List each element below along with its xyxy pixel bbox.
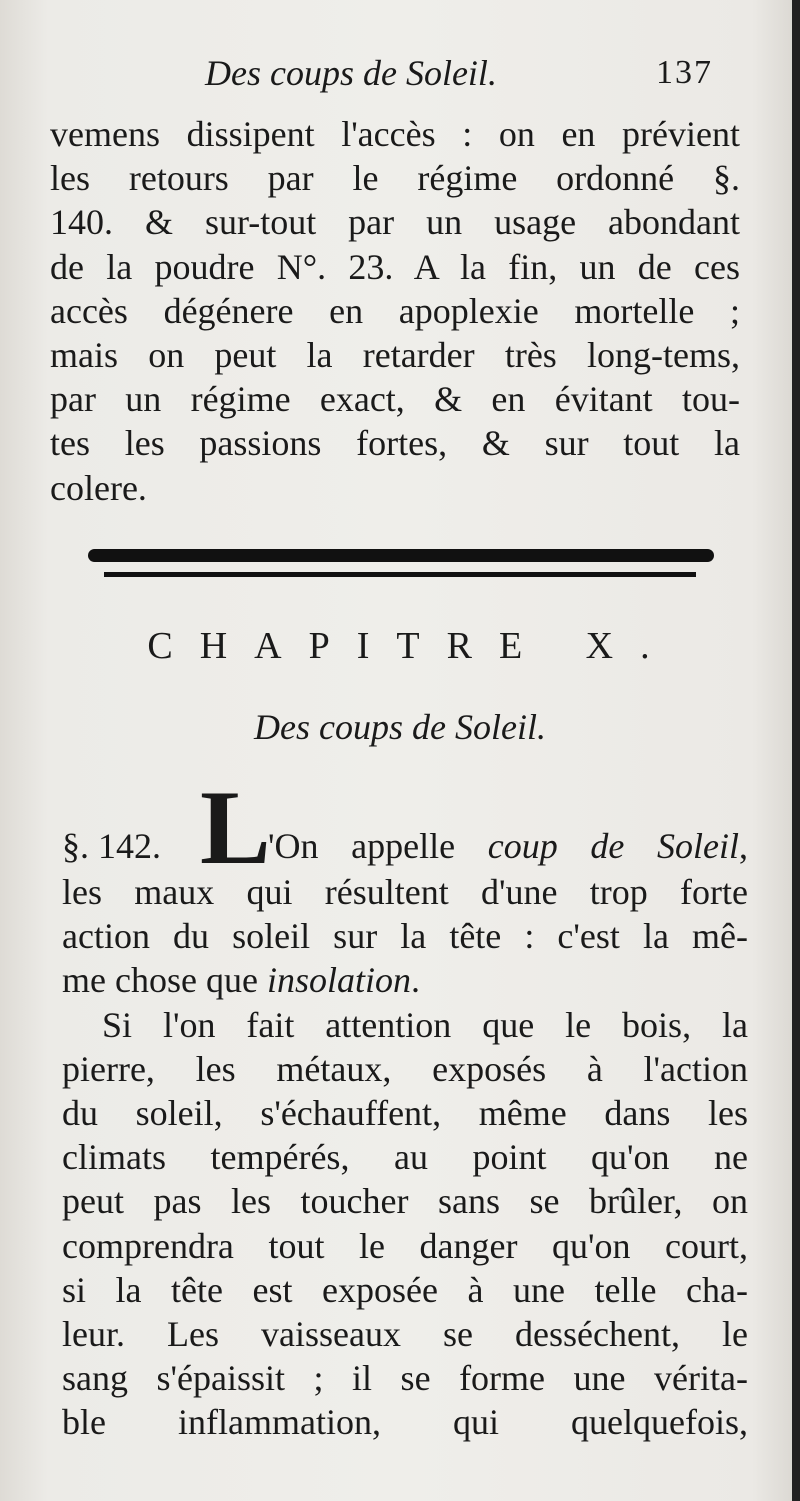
text-line: comprendra tout le danger qu'on court, (62, 1225, 748, 1266)
decorative-rule-thin (104, 572, 696, 577)
text-line: accès dégénere en apoplexie mortelle ; (50, 290, 740, 331)
page-edge-shadow (792, 0, 800, 1501)
decorative-rule-thick (88, 549, 714, 562)
text-line: les retours par le régime ordonné §. (50, 158, 740, 199)
text-line: peut pas les toucher sans se brûler, on (62, 1181, 748, 1222)
page-number: 137 (656, 54, 713, 91)
section-number: §. 142. (62, 826, 161, 866)
text-line: pierre, les métaux, exposés à l'action (62, 1048, 748, 1089)
text-line: climats tempérés, au point qu'on ne (62, 1137, 748, 1178)
text-line: les maux qui résultent d'une trop forte (62, 872, 748, 912)
section-first-line (268, 824, 748, 868)
text-line: leur. Les vaisseaux se desséchent, le (62, 1314, 748, 1355)
text-line: sang s'épaissit ; il se forme une vérita- (62, 1358, 748, 1399)
running-head-title: Des coups de Soleil. (205, 53, 497, 93)
text-line: mais on peut la retarder très long-tems, (50, 335, 740, 376)
last-line-italic: insolation (266, 960, 411, 1001)
text-line: de la poudre N°. 23. A la fin, un de ces (50, 246, 740, 287)
first-line-text: 'On appelle (268, 826, 488, 866)
text-line: Si l'on fait attention que le bois, la (102, 1004, 748, 1045)
text-line: du soleil, s'échauffent, même dans les (62, 1093, 748, 1134)
text-line: 140. & sur-tout par un usage abondant (50, 202, 740, 243)
text-line: tes les passions fortes, & sur tout la (50, 423, 740, 464)
last-line-end: . (410, 960, 420, 1001)
first-line-end: , (738, 826, 748, 866)
text-line: par un régime exact, & en évitant tou- (50, 379, 740, 420)
text-line: vemens dissipent l'accès : on en prévient (50, 114, 740, 154)
drop-cap: L (200, 769, 271, 886)
top-paragraph (50, 112, 740, 510)
first-line-italic: coup de Soleil (487, 826, 739, 866)
text-line: ble inflammation, qui quelquefois, (62, 1402, 748, 1443)
section-opening-line (62, 769, 748, 886)
chapter-body (62, 769, 748, 1445)
chapter-heading: CHAPITRE X. (147, 625, 677, 667)
chapter-subtitle: Des coups de Soleil. (254, 707, 546, 747)
running-head (0, 50, 800, 100)
text-line: si la tête est exposée à une telle cha- (62, 1269, 748, 1310)
last-line-text: me chose que (62, 960, 267, 1001)
text-line: colere. (50, 467, 147, 508)
text-line: action du soleil sur la tête : c'est la mê- (62, 916, 748, 957)
text-line (62, 958, 748, 1002)
